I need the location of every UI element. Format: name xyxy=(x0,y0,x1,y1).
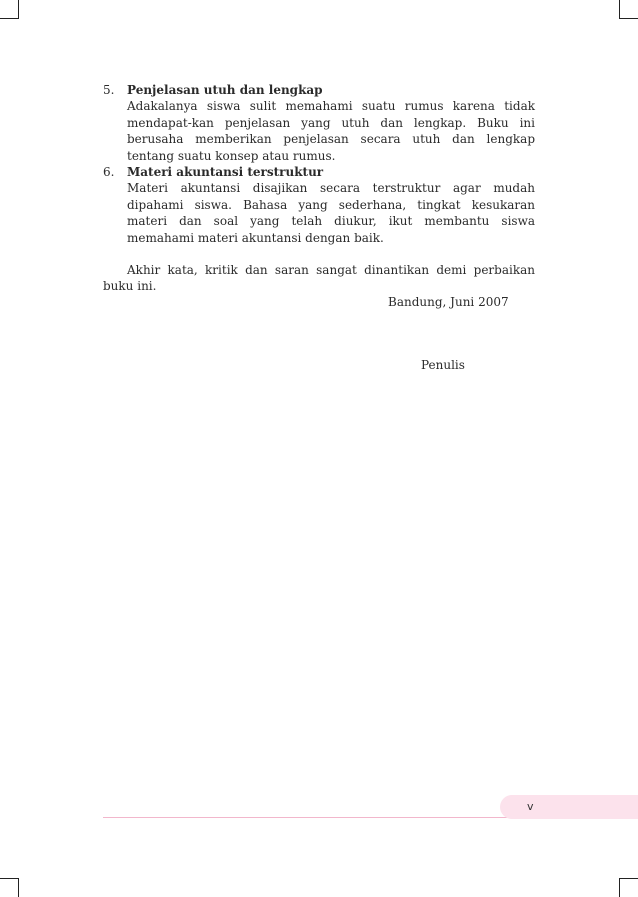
closing-paragraph: Akhir kata, kritik dan saran sangat dinantikan demi perbaikan buku ini. xyxy=(103,263,535,294)
page-number: v xyxy=(527,800,534,813)
crop-mark-top-right-v xyxy=(619,0,620,19)
list-item xyxy=(103,82,535,164)
author-signature: Penulis xyxy=(421,358,465,372)
list-item-body: Adakalanya siswa sulit memahami suatu rumus karena tidak mendapat-kan penjelasan yang utuh dan lengkap. Buku ini berusaha memberikan penjelasan secara utuh dan lengkap tentang suatu konsep atau rumus. xyxy=(127,99,535,163)
list-item xyxy=(103,164,535,246)
crop-mark-bottom-right-v xyxy=(619,878,620,897)
page-number-tab xyxy=(500,795,638,819)
footer-divider xyxy=(103,817,523,818)
list-item-number: 5. xyxy=(103,83,115,97)
crop-mark-bottom-left-h xyxy=(0,878,19,879)
crop-mark-top-left-v xyxy=(18,0,19,19)
crop-mark-bottom-left-v xyxy=(18,878,19,897)
list-item-number: 6. xyxy=(103,165,115,180)
list-item-title: Penjelasan utuh dan lengkap xyxy=(127,83,323,97)
list-item-title: Materi akuntansi terstruktur xyxy=(127,165,324,180)
crop-mark-top-right-h xyxy=(619,18,638,19)
page-content xyxy=(103,82,535,295)
crop-mark-top-left-h xyxy=(0,18,19,19)
list-item-body: Materi akuntansi disajikan secara terstruktur agar mudah dipahami siswa. Bahasa yang sederhana, tingkat kesukaran materi dan soal yang telah diukur, ikut membantu siswa memahami materi akuntansi dengan baik. xyxy=(127,181,535,245)
place-date: Bandung, Juni 2007 xyxy=(388,295,509,309)
crop-mark-bottom-right-h xyxy=(619,878,638,879)
